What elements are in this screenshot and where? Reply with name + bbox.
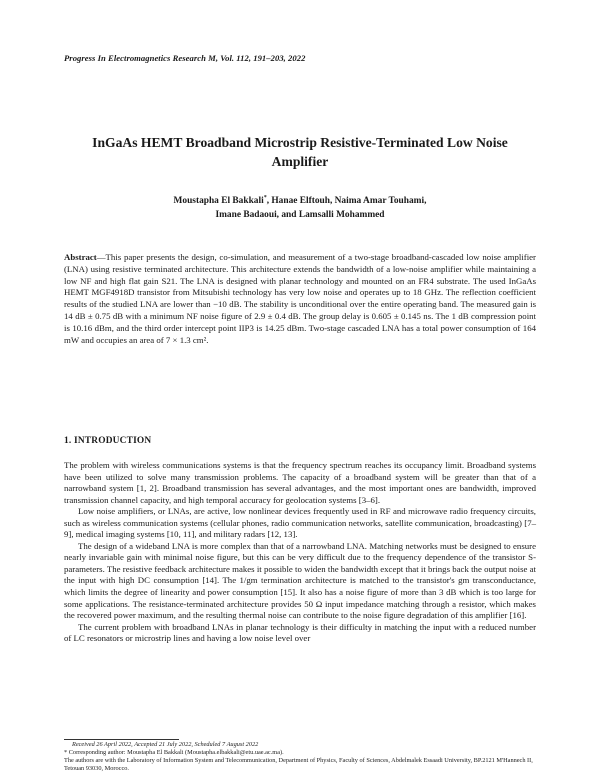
abstract-label: Abstract <box>64 252 97 262</box>
paragraph: The current problem with broadband LNAs in planar technology is their difficulty in matching the input with a reduced number of LC resonators or microstrip lines and having a low noise level over <box>64 621 536 644</box>
author-line-1-rest: , Hanae Elftouh, Naima Amar Touhami, <box>266 196 427 207</box>
paragraph: Low noise amplifiers, or LNAs, are active, low nonlinear devices frequently used in RF and microwave radio frequency circuits, such as wireless communication systems (cellular phones, radio communication networks, satellite communication, broadcasting) [7–9], medical imaging systems [10, 11], and military radars [12, 13]. <box>64 506 536 540</box>
paragraph: The design of a wideband LNA is more complex than that of a narrowband LNA. Matching networks must be designed to ensure nearly invariable gain with minimal noise figure, but this can be very difficult due to the frequency dependence of the transistor S-parameters. The resistive feedback architecture makes it possible to widen the bandwidth except that it brings back the output noise at the input with high DC consumption [14]. The 1/gm termination architecture is matched to the transistor's gm transconductance, which limits the degree of linearity and power consumption [15]. It also has a noise figure of more than 3 dB which is too large for some applications. The resistance-terminated architecture provides 50 Ω input impedance matching through a resistor, which makes the recovered power maximum, and the resulting thermal noise can contribute to the noise figure degradation of this amplifier [16]. <box>64 540 536 621</box>
footnotes <box>64 741 536 773</box>
affiliation-note: The authors are with the Laboratory of Information System and Telecommunication, Department of Physics, Faculty of Sciences, Abdelmalek Essaadi University, BP.2121 M'Hannech II, Tetouan 93030, Morocco. <box>64 757 533 772</box>
author-line-2: Imane Badaoui, and Lamsalli Mohammed <box>215 210 385 221</box>
introduction-body <box>64 460 536 645</box>
abstract-text: —This paper presents the design, co-simulation, and measurement of a two-stage broadband-cascaded low noise amplifier (LNA) using resistive terminated architecture. This architecture extends the bandwidth of a low-noise amplifier while maintaining a low NF and high flat gain S21. The LNA is designed with planar technology and mounted on an FR4 substrate. The used InGaAs HEMT MGF4918D transistor from Mitsubishi technology has very low noise and operates up to 18 GHz. The reflection coefficient results of the studied LNA are lower than −10 dB. The stability is unconditional over the entire operating band. The measured gain is 14 dB ± 0.75 dB with a minimum NF noise figure of 2.9 ± 0.4 dB. The group delay is 0.605 ± 0.145 ns. The 1 dB compression point is 10.16 dBm, and the third order intercept point IIP3 is 14.25 dBm. Two-stage cascaded LNA has a total power consumption of 164 mW and occupies an area of 7 × 1.3 cm². <box>64 252 536 345</box>
corresponding-marker: * <box>263 195 267 201</box>
abstract <box>64 252 536 346</box>
paragraph: The problem with wireless communications systems is that the frequency spectrum reaches its occupancy limit. Broadband systems have been utilized to solve many transmission problems. The capacity of a broadband system will be greater than that of a narrowband system [1, 2]. Broadband transmission has several advantages, and the most important ones are bandwidth, improved transmission channel capacity, and high temporal accuracy for geolocation systems [3–6]. <box>64 460 536 505</box>
footnote-rule <box>64 739 179 740</box>
author-line-1 <box>64 191 536 208</box>
received-dates: Received 26 April 2022, Accepted 21 July 2022, Scheduled 7 August 2022 <box>72 741 259 748</box>
paper-title: InGaAs HEMT Broadband Microstrip Resistive-Terminated Low Noise Amplifier <box>92 135 508 169</box>
journal-citation: Progress In Electromagnetics Research M, Vol. 112, 191–203, 2022 <box>64 53 306 63</box>
section-heading: 1. INTRODUCTION <box>64 436 152 446</box>
corresponding-author: Moustapha El Bakkali <box>173 196 264 207</box>
corresponding-author-note: * Corresponding author: Moustapha El Bakkali (Moustapha.elbakkali@etu.uae.ac.ma). <box>64 749 284 756</box>
author-list <box>64 191 536 222</box>
